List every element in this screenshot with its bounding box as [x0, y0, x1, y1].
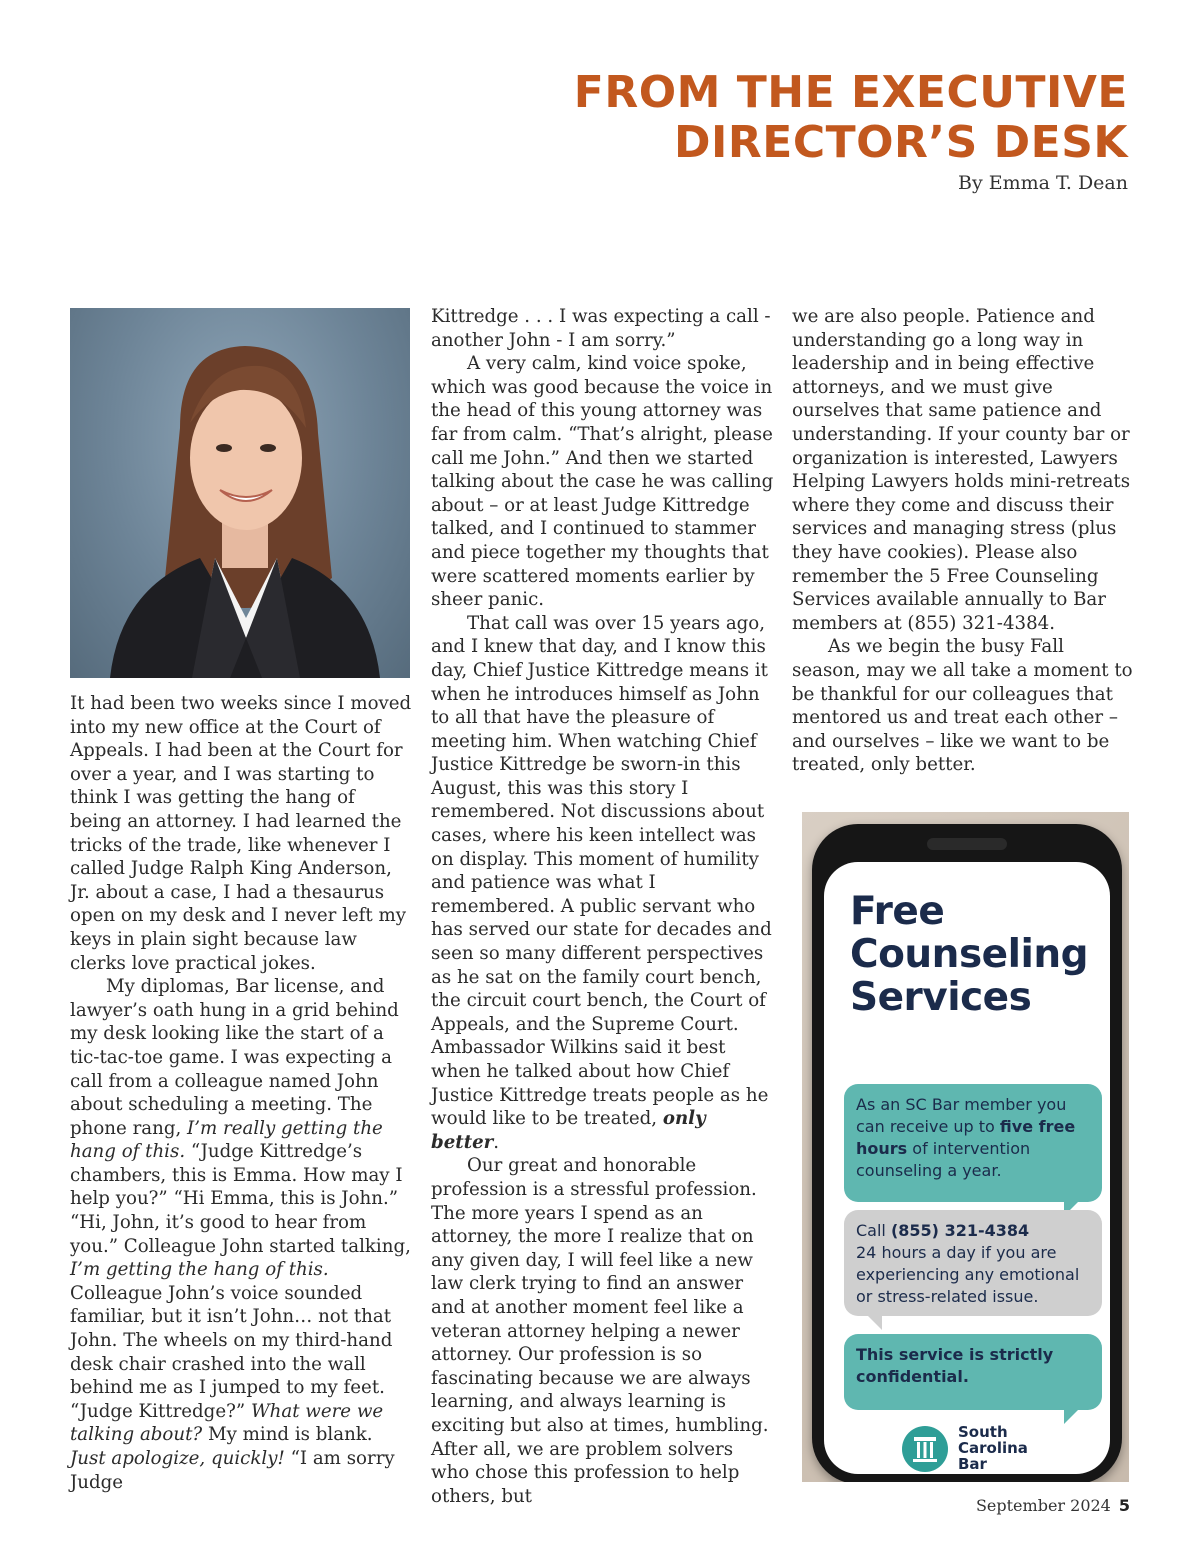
title-line-1: FROM THE EXECUTIVE: [573, 67, 1128, 118]
text-run: “Judge Kittredge’s chambers, this is Emma. How may I help you?” “Hi Emma, this is John.” “Hi, John, it’s good to hear from you.” Colleague John started talking,: [70, 1141, 411, 1257]
byline: By Emma T. Dean: [957, 172, 1128, 194]
logo-line: Carolina: [958, 1439, 1028, 1457]
ad-title: [850, 890, 1110, 1019]
paragraph: It had been two weeks since I moved into my new office at the Court of Appeals. I had been at the Court for over a year, and I was starting to think I was getting the hang of being an attorney. I had learned the tricks of the trade, like whenever I called Judge Ralph King Anderson, Jr. about a case, I had a thesaurus open on my desk and I never left my keys in plain sight because law clerks love practical jokes.: [70, 693, 412, 974]
italic-text: I’m really getting the hang of this.: [70, 1117, 383, 1163]
title-line-2: DIRECTOR’S DESK: [673, 117, 1128, 168]
chat-bubble-3: [844, 1334, 1102, 1410]
logo-line: South: [958, 1423, 1008, 1441]
author-photo: [70, 308, 410, 678]
ad-title-line: Free: [850, 889, 945, 934]
paragraph: [431, 612, 776, 1155]
article-column-1: [70, 692, 412, 1494]
article-column-2: [431, 305, 776, 1508]
paragraph: Kittredge . . . I was expecting a call - another John - I am sorry.”: [431, 306, 771, 351]
paragraph: Our great and honorable profession is a stressful profession. The more years I spend as an attorney, the more I realize that on any given day, I will feel like a new law clerk trying to find an answer and at another moment feel like a veteran attorney helping a newer attorney. Our profession is so fascinating because we are always learning, and always learning is exciting but also at times, humbling. After all, we are problem solvers who chose this profession to help others, but: [431, 1155, 769, 1507]
paragraph: A very calm, kind voice spoke, which was good because the voice in the head of this young attorney was far from calm. “That’s alright, please call me John.” And then we started talking about the case he was calling about – or at least Judge Kittredge talked, and I continued to stammer and piece together my thoughts that were scattered moments earlier by sheer panic.: [431, 353, 774, 611]
bubble-tail: [868, 1316, 882, 1330]
bubble-text: Call: [856, 1221, 886, 1240]
article-column-3: [792, 305, 1137, 777]
italic-text: I’m getting the hang of this.: [70, 1259, 329, 1281]
column-pillar-icon: [902, 1426, 948, 1472]
bubble-tail: [1064, 1410, 1078, 1424]
bubble-text: 24 hours a day if you are experiencing any emotional or stress-related issue.: [856, 1243, 1080, 1306]
paragraph: As we begin the busy Fall season, may we all take a moment to be thankful for our colleagues that mentored us and treat each other – and ourselves – like we want to be treated, only better.: [792, 636, 1133, 776]
italic-text: Just apologize, quickly!: [70, 1448, 285, 1469]
bold-italic-text: only better: [431, 1108, 706, 1153]
bubble-bold-text: five free hours: [856, 1117, 1076, 1158]
paragraph: [70, 975, 412, 1494]
text-run: .: [493, 1131, 500, 1153]
ad-title-line: Counseling: [850, 932, 1089, 977]
ad-title-line: Services: [850, 975, 1032, 1020]
text-run: “I am sorry Judge: [70, 1448, 395, 1493]
page-title: [574, 68, 1128, 168]
text-run: My mind is blank.: [207, 1424, 373, 1446]
page-footer: [976, 1496, 1130, 1515]
chat-bubble-2: [844, 1210, 1102, 1316]
italic-text: What were we talking about?: [70, 1400, 384, 1446]
phone-icon: [812, 824, 1122, 1482]
counseling-advertisement: [802, 812, 1129, 1482]
text-run: Colleague John’s voice sounded familiar, but it isn’t John… not that John. The wheels on my third-hand desk chair crashed into the wall behind me as I jumped to my feet. “Judge Kittredge?”: [70, 1282, 393, 1422]
text-run: That call was over 15 years ago, and I knew that day, and I know this day, Chief Justice Kittredge means it when he introduces himself as John to all that have the pleasure of meeting him. When watching Chief Justice Kittredge be sworn-in this August, this was this story I remembered. Not discussions about cases, where his keen intellect was on display. This moment of humility and patience was what I remembered. A public servant who has served our state for decades and seen so many different perspectives as he sat on the family court bench, the circuit court bench, the Court of Appeals, and the Supreme Court. Ambassador Wilkins said it best when he talked about how Chief Justice Kittredge treats people as he would like to be treated,: [431, 612, 772, 1130]
sc-bar-logo: [902, 1424, 1062, 1474]
portrait-illustration: [70, 308, 410, 678]
bubble-text: of intervention counseling a year.: [856, 1139, 1031, 1180]
bubble-text: As an SC Bar member you can receive up to: [856, 1095, 1067, 1136]
issue-date: September 2024: [975, 1496, 1111, 1515]
phone-number: (855) 321-4384: [890, 1221, 1030, 1240]
text-run: My diplomas, Bar license, and lawyer’s oath hung in a grid behind my desk looking like the start of a tic-tac-toe game. I was expecting a call from a colleague named John about scheduling a meeting. The phone rang,: [70, 976, 399, 1139]
logo-text: [958, 1424, 1028, 1472]
bubble-bold-text: This service is strictly confidential.: [856, 1345, 1054, 1386]
page-number: 5: [1118, 1496, 1130, 1515]
chat-bubble-1: [844, 1084, 1102, 1202]
phone-screen: [824, 862, 1110, 1474]
logo-line: Bar: [958, 1455, 987, 1473]
paragraph: we are also people. Patience and understanding go a long way in leadership and in being effective attorneys, and we must give ourselves that same patience and understanding. If your county bar or organization is interested, Lawyers Helping Lawyers holds mini-retreats where they come and discuss their services and managing stress (plus they have cookies). Please also remember the 5 Free Counseling Services available annually to Bar members at (855) 321-4384.: [792, 306, 1131, 634]
phone-notch: [927, 838, 1007, 850]
